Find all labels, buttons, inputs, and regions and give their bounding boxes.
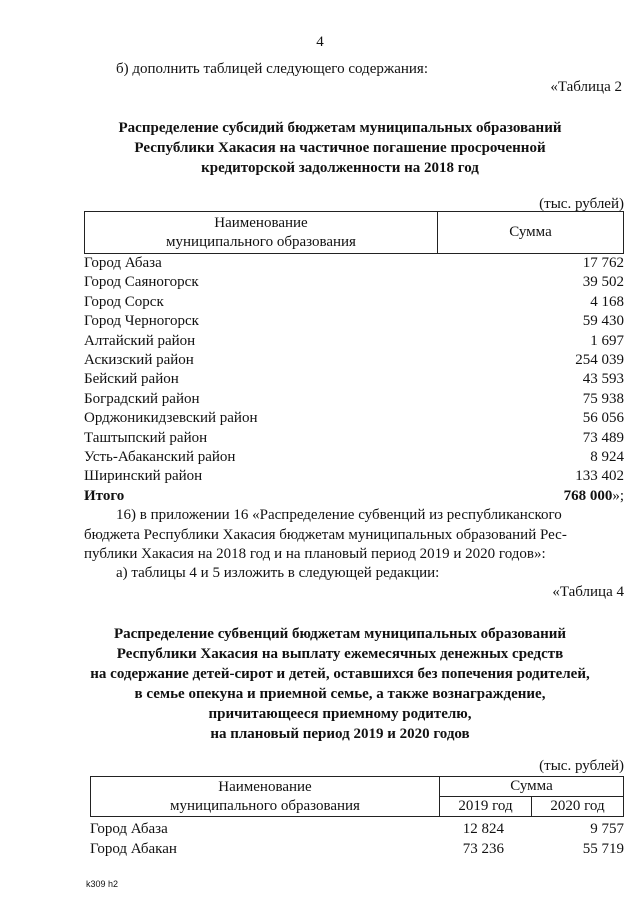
paragraph-16 [84,506,624,565]
table2-label: «Таблица 2 [550,79,622,95]
row-name: Ширинский район [84,468,203,485]
row-value-2020: 55 719 [582,841,624,857]
table-row [84,332,624,351]
table4-heading-line: Республики Хакасия на выплату ежемесячных денежных средств [116,646,564,662]
table2-heading [60,118,620,178]
row-name: Алтайский район [84,332,196,349]
paragraph-a: а) таблицы 4 и 5 изложить в следующей редакции: [116,565,440,581]
col-name-line: Наименование [218,778,312,795]
row-name: Город Абакан [90,841,177,857]
table-row [84,293,624,312]
row-value: 43 593 [582,371,624,388]
total-value: 768 000 [563,488,613,504]
table2-body [84,254,624,487]
table2-col-sum: Сумма [438,212,624,254]
row-value-2020: 9 757 [590,821,624,837]
table4-col-name [91,777,440,817]
row-value: 75 938 [582,390,624,407]
total-label: Итого [84,488,125,504]
table-row [84,409,624,428]
table2-col-name [85,212,438,254]
row-value: 39 502 [582,274,624,291]
table-row [90,840,624,860]
table-row [84,467,624,486]
paragraph-b: б) дополнить таблицей следующего содержания: [116,61,428,77]
table-row [84,273,624,292]
row-name: Усть-Абаканский район [84,448,236,465]
row-name: Город Саяногорск [84,274,199,291]
table4-heading-line: на плановый период 2019 и 2020 годов [210,726,470,742]
table-row [84,312,624,331]
row-value: 73 489 [582,429,624,446]
row-value-2019: 12 824 [462,821,504,837]
table-row [84,390,624,409]
row-value: 254 039 [575,351,624,368]
col-name-line: муниципального образования [166,233,356,250]
paragraph-line: публики Хакасия на 2018 год и на плановый период 2019 и 2020 годов»: [84,546,546,562]
table4-body [90,820,624,860]
table4-heading-line: причитающееся приемному родителю, [208,706,472,722]
table4-heading [60,624,620,744]
table2-total [84,487,624,506]
paragraph-line: бюджета Республики Хакасия бюджетам муниципальных образований Рес- [84,526,567,543]
row-name: Город Черногорск [84,313,199,330]
table2-heading-line: Республики Хакасия на частичное погашение просроченной [134,140,546,156]
table-row [84,448,624,467]
table4-col-sum: Сумма [440,777,624,797]
table-row [84,351,624,370]
table-row [90,820,624,840]
row-name: Таштыпский район [84,429,208,446]
row-name: Аскизский район [84,351,194,368]
table-row [84,254,624,273]
table4-heading-line: в семье опекуна и приемной семье, а также вознаграждение, [134,686,546,702]
table2-units: (тыс. рублей) [539,196,624,212]
table4-label: «Таблица 4 [552,584,624,600]
table-row [84,370,624,389]
row-value: 17 762 [582,255,624,271]
row-value: 56 056 [582,410,624,427]
table4-heading-line: Распределение субвенций бюджетам муниципальных образований [113,626,567,642]
row-value: 59 430 [582,313,624,330]
row-name: Бейский район [84,371,179,388]
col-name-line: муниципального образования [170,797,360,814]
table4-heading-line: на содержание детей-сирот и детей, оставшихся без попечения родителей, [90,666,590,682]
table4-col-2020: 2020 год [532,797,624,817]
row-name: Орджоникидзевский район [84,410,258,427]
page-number: 4 [316,34,324,50]
table4-units: (тыс. рублей) [539,758,624,774]
table2-heading-line: Распределение субсидий бюджетам муниципальных образований [118,120,562,136]
paragraph-line: 16) в приложении 16 «Распределение субвенций из республиканского [116,507,562,523]
row-value-2019: 73 236 [462,841,504,857]
table4-header [90,776,624,817]
col-name-line: Наименование [214,214,308,231]
row-name: Город Абаза [90,821,168,837]
row-value: 4 168 [590,293,624,310]
row-value: 133 402 [575,468,624,485]
row-value: 8 924 [590,448,624,465]
row-value: 1 697 [590,332,624,349]
table2-heading-line: кредиторской задолженности на 2018 год [201,160,479,176]
table4-col-2019: 2019 год [440,797,532,817]
row-name: Город Сорск [84,293,164,310]
table-row [84,429,624,448]
footer-code: k309 h2 [86,879,119,889]
row-name: Боградский район [84,390,200,407]
table2-header [84,211,624,254]
row-name: Город Абаза [84,255,162,271]
total-suffix: »; [612,488,624,504]
